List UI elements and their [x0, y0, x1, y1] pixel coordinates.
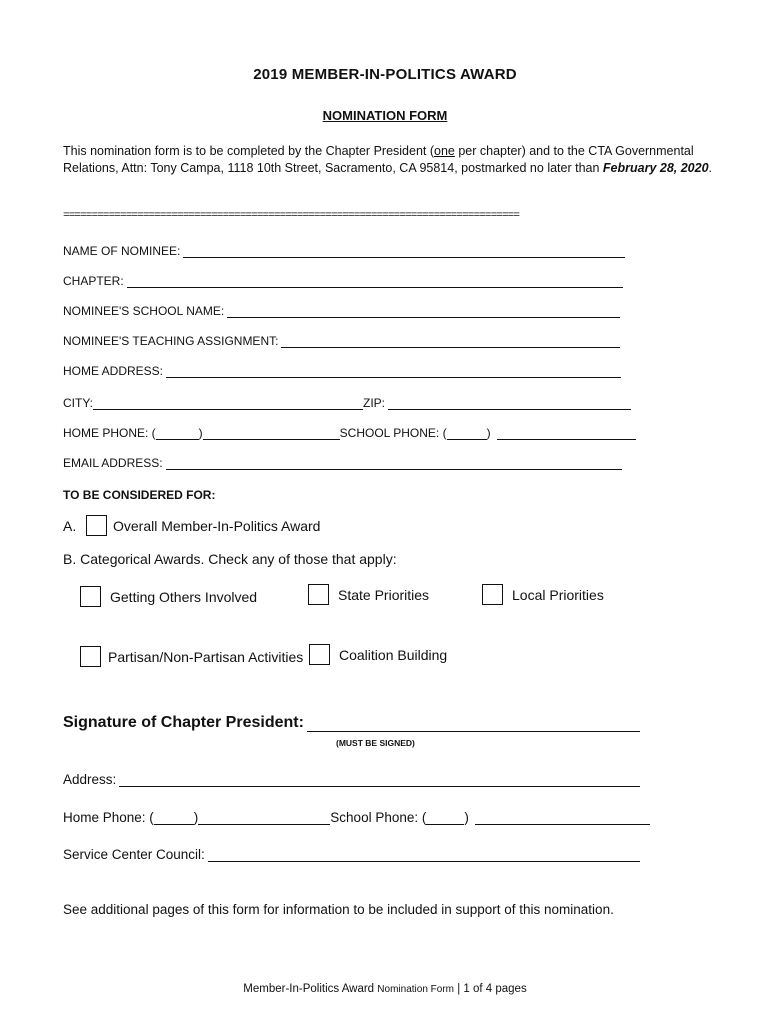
- state-priorities-checkbox[interactable]: [308, 584, 329, 605]
- school-name-input[interactable]: [227, 303, 620, 318]
- phones-field: [63, 422, 636, 440]
- state-priorities-label: State Priorities: [338, 586, 430, 603]
- city-input[interactable]: [93, 395, 363, 410]
- chapter-field: [63, 270, 623, 288]
- teaching-assignment-input[interactable]: [281, 333, 620, 348]
- footer-form-name: Nomination Form: [377, 984, 454, 995]
- state-priorities-row: [308, 584, 429, 605]
- option-a-marker: A.: [63, 517, 77, 534]
- intro-deadline: February 28, 2020: [602, 161, 709, 175]
- school-phone-area-input[interactable]: [447, 425, 487, 440]
- president-school-phone-input[interactable]: [475, 808, 650, 825]
- option-b-label: B. Categorical Awards. Check any of those that apply:: [63, 551, 397, 567]
- local-priorities-label: Local Priorities: [512, 586, 604, 603]
- president-school-area-input[interactable]: [426, 808, 464, 825]
- president-address-label: Address:: [63, 772, 117, 787]
- president-phones-field: [63, 805, 650, 825]
- footer-separator: |: [457, 983, 461, 995]
- school-phone-paren: ): [486, 426, 491, 440]
- school-phone-input[interactable]: [497, 425, 636, 440]
- intro-underlined: one: [434, 144, 455, 158]
- home-phone-label: HOME PHONE: (: [63, 426, 156, 440]
- president-home-paren: ): [193, 810, 199, 825]
- separator-line: ================================================================================: [63, 210, 520, 222]
- home-phone-input[interactable]: [203, 425, 340, 440]
- footer-page-count: 1 of 4 pages: [463, 983, 527, 995]
- local-priorities-checkbox[interactable]: [482, 584, 503, 605]
- getting-others-row: [80, 586, 257, 607]
- home-phone-paren: ): [198, 426, 203, 440]
- president-school-paren: ): [464, 810, 469, 825]
- president-home-area-input[interactable]: [154, 808, 194, 825]
- city-label: CITY:: [63, 396, 94, 410]
- nominee-name-field: [63, 240, 625, 258]
- partisan-checkbox[interactable]: [80, 646, 101, 667]
- getting-others-label: Getting Others Involved: [110, 588, 258, 605]
- home-address-field: [63, 360, 621, 378]
- coalition-checkbox[interactable]: [309, 644, 330, 665]
- option-a-row: [63, 515, 320, 536]
- coalition-label: Coalition Building: [339, 646, 448, 663]
- school-phone-label: SCHOOL PHONE: (: [339, 426, 447, 440]
- page-footer: [0, 983, 770, 995]
- overall-award-label: Overall Member-In-Politics Award: [113, 517, 321, 534]
- signature-note: (MUST BE SIGNED): [336, 738, 415, 748]
- local-priorities-row: [482, 584, 604, 605]
- overall-award-checkbox[interactable]: [86, 515, 107, 536]
- president-address-input[interactable]: [119, 770, 640, 787]
- email-label: EMAIL ADDRESS:: [63, 456, 163, 470]
- president-address-field: [63, 767, 640, 787]
- city-zip-field: [63, 392, 631, 410]
- coalition-row: [309, 644, 447, 665]
- service-council-input[interactable]: [208, 845, 640, 862]
- signature-label: Signature of Chapter President:: [63, 714, 304, 731]
- considered-heading: TO BE CONSIDERED FOR:: [63, 488, 216, 502]
- form-subtitle: NOMINATION FORM: [322, 108, 448, 123]
- email-input[interactable]: [166, 455, 622, 470]
- school-name-field: [63, 300, 620, 318]
- president-home-phone-input[interactable]: [198, 808, 330, 825]
- email-field: [63, 452, 622, 470]
- school-name-label: NOMINEE'S SCHOOL NAME:: [63, 304, 225, 318]
- partisan-row: [80, 646, 303, 667]
- signature-input[interactable]: [307, 713, 640, 732]
- additional-pages-note: See additional pages of this form for information to be included in support of this nomination.: [63, 902, 614, 917]
- zip-input[interactable]: [388, 395, 631, 410]
- teaching-assignment-field: [63, 330, 620, 348]
- signature-field: [63, 710, 640, 732]
- president-home-phone-label: Home Phone: (: [63, 810, 154, 825]
- form-title: 2019 MEMBER-IN-POLITICS AWARD: [253, 66, 517, 83]
- zip-label: ZIP:: [363, 396, 386, 410]
- intro-end: .: [708, 161, 713, 175]
- partisan-label: Partisan/Non-Partisan Activities: [108, 648, 304, 665]
- chapter-input[interactable]: [127, 273, 623, 288]
- home-phone-area-input[interactable]: [156, 425, 199, 440]
- president-school-phone-label: School Phone: (: [330, 810, 427, 825]
- intro-text-2: per chapter) and to the CTA Governmental Relations, Attn: Tony Campa, 1118 10th Street, Sacramento, CA 95814, postmarked no later than: [63, 144, 694, 175]
- footer-doc-name: Member-In-Politics Award: [243, 983, 375, 995]
- intro-text-1: This nomination form is to be completed by the Chapter President (: [63, 144, 435, 158]
- teaching-assignment-label: NOMINEE'S TEACHING ASSIGNMENT:: [63, 334, 279, 348]
- intro-paragraph: [63, 143, 713, 177]
- home-address-label: HOME ADDRESS:: [63, 364, 164, 378]
- service-council-label: Service Center Council:: [63, 847, 205, 862]
- service-council-field: [63, 842, 640, 862]
- nominee-name-label: NAME OF NOMINEE:: [63, 244, 181, 258]
- home-address-input[interactable]: [166, 363, 621, 378]
- getting-others-checkbox[interactable]: [80, 586, 101, 607]
- nominee-name-input[interactable]: [183, 243, 625, 258]
- chapter-label: CHAPTER:: [63, 274, 124, 288]
